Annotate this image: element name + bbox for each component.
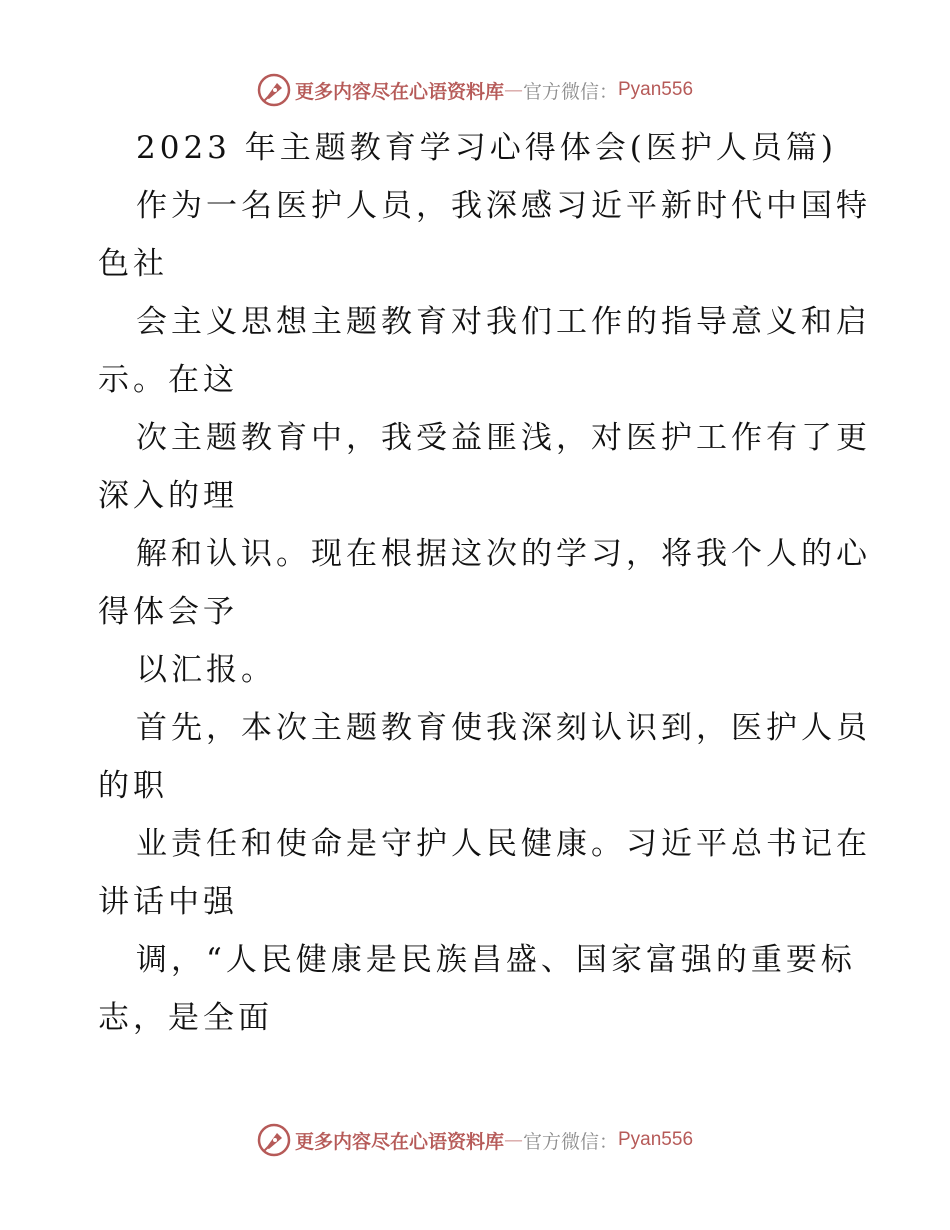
text-line: 解和认识。现在根据这次的学习，将我个人的心 [136,536,871,572]
footer-wechat-id: Pyan556 [618,1129,694,1150]
pen-nib-logo-icon [257,73,291,107]
header-site-text: 更多内容尽在心语资料库 [294,80,504,103]
header-wechat-label: 官方微信： [522,80,618,103]
text-line: 示。在这 [98,362,238,398]
text-line: 业责任和使命是守护人民健康。习近平总书记在 [136,826,871,862]
document-title: 2023 年主题教育学习心得体会(医护人员篇) [136,130,837,166]
text-line: 的职 [98,768,168,804]
text-line: 次主题教育中，我受益匪浅，对医护工作有了更 [136,420,871,456]
text-line: 志，是全面 [98,1000,273,1036]
header-wechat-id: Pyan556 [618,79,694,100]
footer-dash: — [503,1129,523,1151]
text-line: 作为一名医护人员，我深感习近平新时代中国特 [136,188,871,224]
footer-banner[interactable] [0,1120,950,1160]
header-dash: — [503,79,523,101]
header-banner[interactable] [0,70,950,110]
footer-site-text: 更多内容尽在心语资料库 [294,1130,504,1153]
text-line: 色社 [98,246,168,282]
text-line: 深入的理 [98,478,238,514]
text-line: 会主义思想主题教育对我们工作的指导意义和启 [136,304,871,340]
text-line: 讲话中强 [98,884,238,920]
text-line: 调，“人民健康是民族昌盛、国家富强的重要标 [136,942,856,978]
text-line: 首先，本次主题教育使我深刻认识到，医护人员 [136,710,871,746]
text-line: 以汇报。 [136,652,276,688]
text-line: 得体会予 [98,594,238,630]
footer-wechat-label: 官方微信： [522,1130,618,1153]
pen-nib-logo-icon [257,1123,291,1157]
